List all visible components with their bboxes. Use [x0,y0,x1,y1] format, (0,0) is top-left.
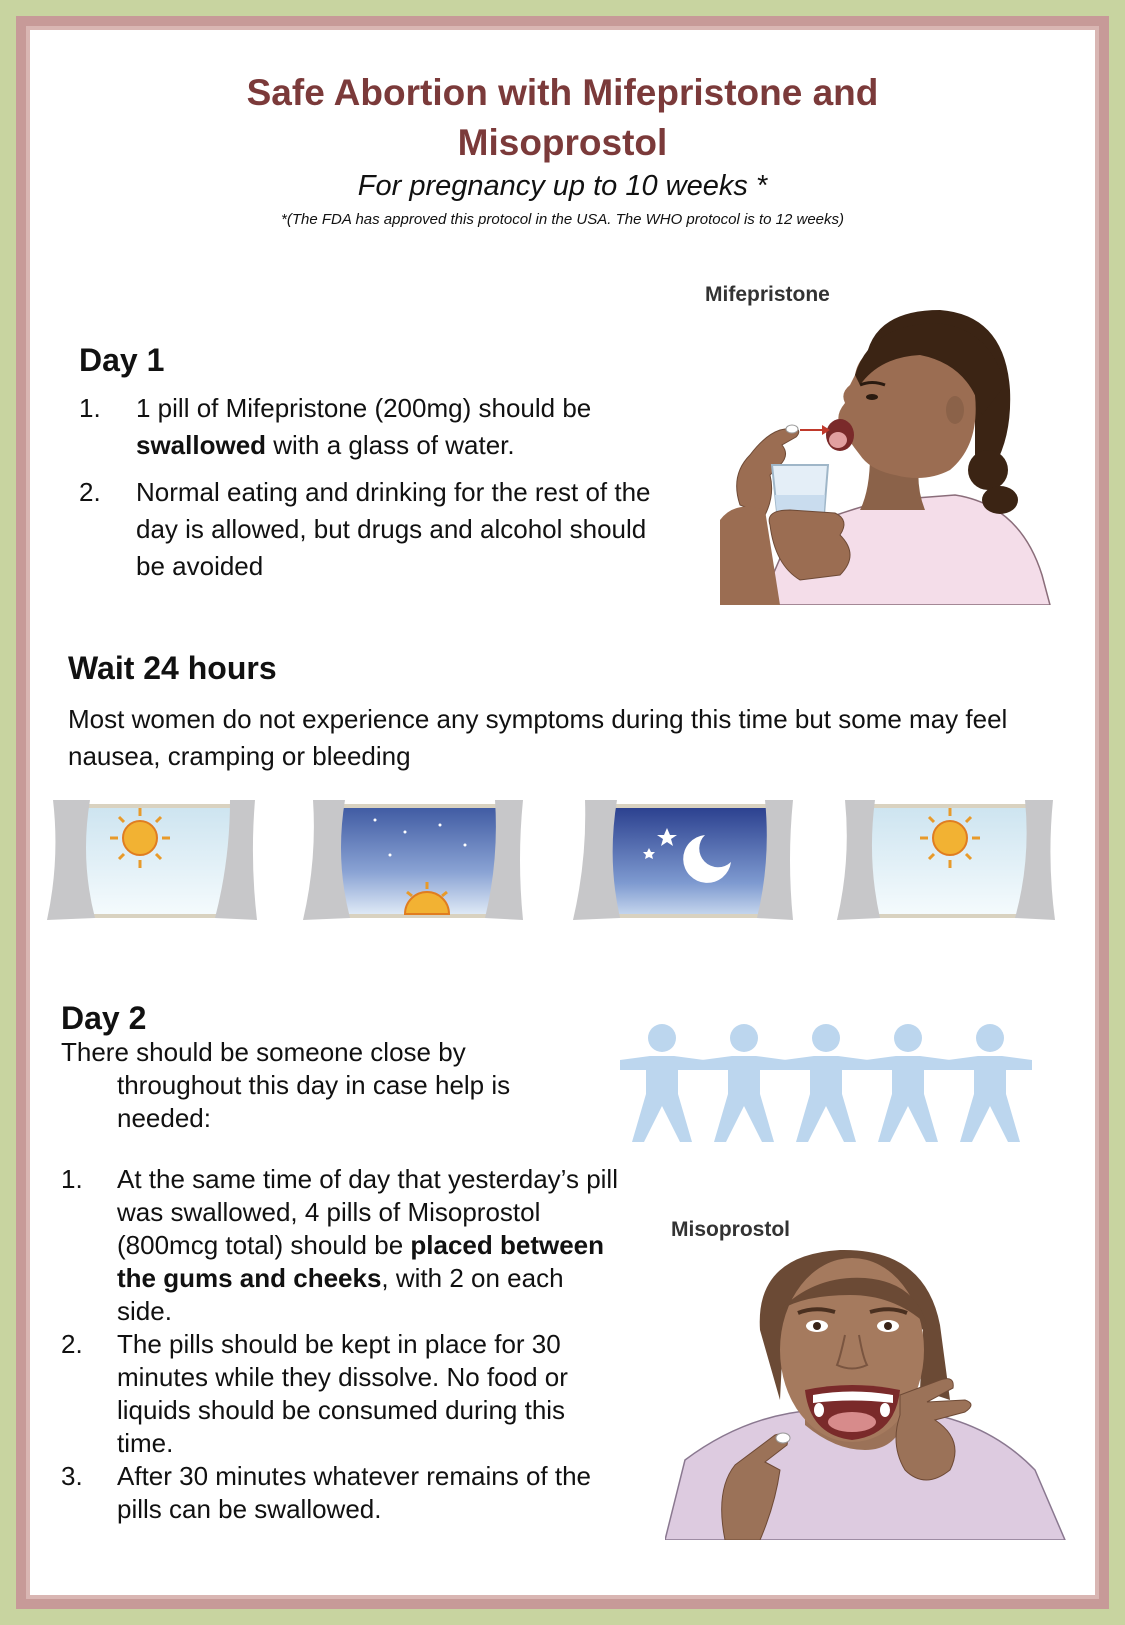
list-number: 3. [61,1461,83,1491]
wait-heading: Wait 24 hours [68,650,277,686]
step-text: At the same time of day that yesterday’s pill was swallowed, 4 pills of Misoprostol (800mcg total) should be [117,1164,618,1260]
mifepristone-label: Mifepristone [705,283,830,306]
title-line-1: Safe Abortion with Mifepristone and [246,72,879,113]
window-sunset [303,800,523,920]
day2-steps [61,1163,621,1526]
list-number: 2. [79,477,101,507]
day-night-window-sequence [45,800,1085,925]
wait-description: Most women do not experience any symptoms during this time but some may feel nausea, cramping or bleeding [68,704,1008,771]
list-number: 2. [61,1329,83,1359]
list-number: 1. [79,393,101,423]
step-text: The pills should be kept in place for 30 minutes while they dissolve. No food or liquids should be consumed during this time. [117,1329,568,1458]
step-text: 1 pill of Mifepristone (200mg) should be [136,393,592,423]
step-emphasis: placed between the gums and cheeks [117,1230,605,1293]
step-text: After 30 minutes whatever remains of the pills can be swallowed. [117,1461,592,1524]
step-text: Normal eating and drinking for the rest of the day is allowed, but drugs and alcohol should be avoided [136,477,651,581]
window-sun-morning [47,800,257,920]
step-text-end: with a glass of water. [266,430,515,460]
paper-people-chain-illustration [620,1022,1040,1147]
woman-swallowing-pill-illustration [720,305,1060,605]
subtitle: For pregnancy up to 10 weeks * [357,170,768,202]
day2-intro-line-2: throughout this day in case help is [117,1070,511,1100]
list-item [61,1163,621,1328]
misoprostol-label: Misoprostol [671,1218,790,1241]
day1-steps [79,390,679,585]
protocol-note: *(The FDA has approved this protocol in the USA. The WHO protocol is to 12 weeks) [280,211,845,228]
day1-heading: Day 1 [79,342,165,378]
woman-placing-pills-in-cheeks-illustration [665,1240,1070,1540]
list-item [79,474,679,585]
list-item [61,1328,621,1460]
day2-heading: Day 2 [61,1000,147,1036]
list-number: 1. [61,1164,83,1194]
list-item [79,390,679,464]
list-item [61,1460,621,1526]
window-sun-next-day [837,800,1055,920]
title-line-2: Misoprostol [457,122,668,163]
step-emphasis: swallowed [136,430,267,460]
day2-intro-line-1: There should be someone close by [61,1037,466,1067]
day2-intro-line-3: needed: [117,1103,211,1133]
step-text-end: , with 2 on each side. [117,1263,564,1326]
window-night-moon [573,800,793,920]
